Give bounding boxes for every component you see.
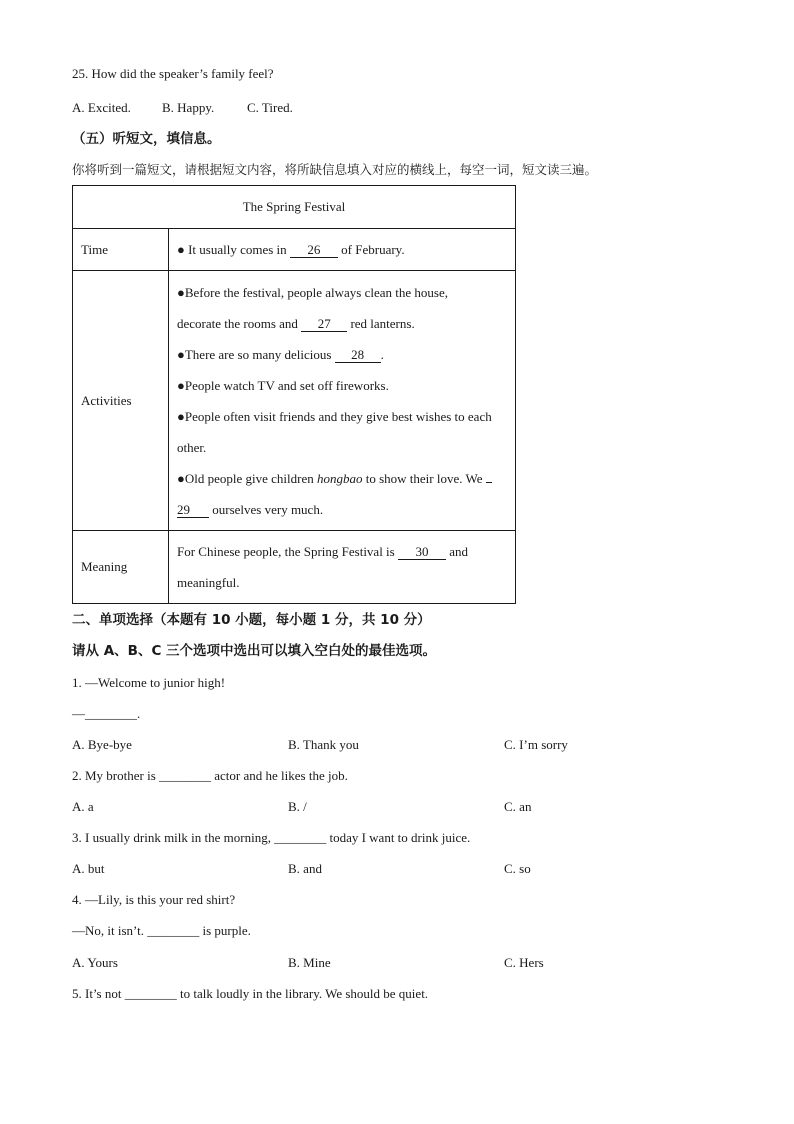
q2-option-a: A. a <box>72 799 94 814</box>
blank-29: 29 <box>177 503 209 518</box>
section5-heading: （五）听短文，填信息。 <box>72 131 221 147</box>
activity-line-7 <box>177 463 509 494</box>
activity-line-5: ●People often visit friends and they give best wishes to each <box>177 408 492 424</box>
activity-line-3-pre: ●There are so many delicious <box>177 346 332 362</box>
meaning-label: Meaning <box>73 531 169 604</box>
activity-line-3-post: . <box>380 346 384 362</box>
meaning-line-1 <box>177 536 509 567</box>
blank-26: 26 <box>290 243 338 258</box>
blank-30: 30 <box>398 545 446 560</box>
activity-line-3 <box>177 339 509 370</box>
meaning-line-2: meaningful. <box>177 575 240 590</box>
activity-line-6: other. <box>177 439 207 455</box>
q1-option-a: A. Bye-bye <box>72 737 132 752</box>
q25-option-c: C. Tired. <box>247 100 293 115</box>
q25-option-a: A. Excited. <box>72 100 131 115</box>
q2-option-b: B. / <box>288 799 307 814</box>
activity-line-2 <box>177 308 509 339</box>
activity-line-1: ●Before the festival, people always clean the house, <box>177 284 449 300</box>
q3-option-c: C. so <box>504 861 531 876</box>
q1-option-b: B. Thank you <box>288 737 359 752</box>
meaning-line-1-post: and <box>449 544 469 559</box>
blank-28: 28 <box>335 348 381 363</box>
q5-line-1: 5. It’s not ________ to talk loudly in the library. We should be quiet. <box>72 986 429 1001</box>
activity-line-8-post: ourselves very much. <box>212 501 324 517</box>
q2-option-c: C. an <box>504 799 532 814</box>
q2-line-1: 2. My brother is ________ actor and he likes the job. <box>72 768 348 783</box>
q25-question: 25. How did the speaker’s family feel? <box>72 66 274 81</box>
blank-29-start <box>486 482 492 483</box>
q3-option-a: A. but <box>72 861 105 876</box>
activity-line-4: ●People watch TV and set off fireworks. <box>177 377 389 393</box>
q1-option-c: C. I’m sorry <box>504 737 568 752</box>
blank-27: 27 <box>301 317 347 332</box>
q4-line-2: —No, it isn’t. ________ is purple. <box>72 923 251 938</box>
meaning-line-1-pre: For Chinese people, the Spring Festival is <box>177 544 395 559</box>
activity-line-2-post: red lanterns. <box>350 315 415 331</box>
table-title: The Spring Festival <box>73 186 516 229</box>
q25-option-b: B. Happy. <box>162 100 215 115</box>
activity-line-8 <box>177 494 509 525</box>
activities-content <box>169 271 516 531</box>
part2-instruction: 请从 A、B、C 三个选项中选出可以填入空白处的最佳选项。 <box>72 643 437 659</box>
activity-line-7-pre: ●Old people give children <box>177 470 314 486</box>
spring-festival-table <box>72 185 516 604</box>
q4-option-b: B. Mine <box>288 955 331 970</box>
q4-option-c: C. Hers <box>504 955 544 970</box>
activity-line-2-pre: decorate the rooms and <box>177 315 298 331</box>
q3-option-b: B. and <box>288 861 322 876</box>
q3-line-1: 3. I usually drink milk in the morning, ________ today I want to drink juice. <box>72 830 471 845</box>
q1-line-2: —________. <box>72 706 141 721</box>
time-label: Time <box>73 229 169 271</box>
q1-line-1: 1. —Welcome to junior high! <box>72 675 226 690</box>
time-content <box>169 229 516 271</box>
q4-line-1: 4. —Lily, is this your red shirt? <box>72 892 236 907</box>
q4-option-a: A. Yours <box>72 955 118 970</box>
activity-line-7-post: to show their love. We <box>365 470 483 486</box>
time-text-post: of February. <box>341 241 405 257</box>
activity-line-7-italic: hongbao <box>316 470 363 486</box>
meaning-content <box>169 531 516 604</box>
time-text-pre: ● It usually comes in <box>177 241 287 257</box>
part2-heading: 二、单项选择（本题有 10 小题，每小题 1 分，共 10 分） <box>72 612 431 628</box>
section5-instruction: 你将听到一篇短文，请根据短文内容，将所缺信息填入对应的横线上，每空一词，短文读三遍。 <box>72 162 598 177</box>
activities-label: Activities <box>73 271 169 531</box>
